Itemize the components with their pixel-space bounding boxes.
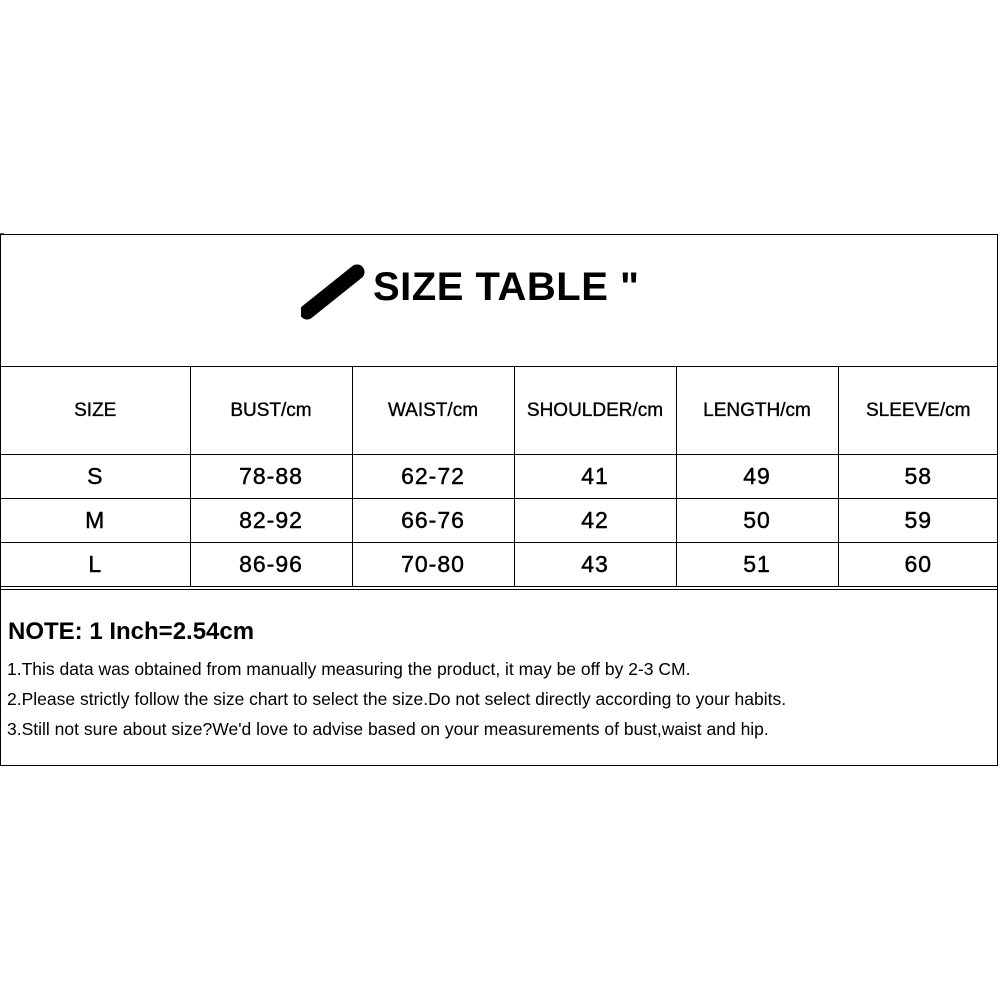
table-cell: 43 (514, 543, 676, 587)
table-cell: 58 (838, 455, 998, 499)
note-line: 2.Please strictly follow the size chart to select the size.Do not select directly according to your habits. (7, 689, 787, 709)
table-row (1, 499, 998, 543)
table-cell: M (1, 499, 190, 543)
table-cell: 66-76 (352, 499, 514, 543)
table-cell: 60 (838, 543, 998, 587)
table-cell: 59 (838, 499, 998, 543)
page-title: SIZE TABLE " (373, 265, 640, 309)
table-row (1, 543, 998, 587)
notes-section (1, 589, 997, 765)
note-line: 1.This data was obtained from manually measuring the product, it may be off by 2-3 CM. (7, 659, 691, 679)
table-cell: 82-92 (190, 499, 352, 543)
title-area (1, 235, 997, 367)
note-title: NOTE: 1 Inch=2.54cm (8, 618, 255, 645)
column-header-bust: BUST/cm (190, 367, 352, 455)
column-header-length: LENGTH/cm (676, 367, 838, 455)
table-cell: 41 (514, 455, 676, 499)
table-cell: 42 (514, 499, 676, 543)
column-header-sleeve: SLEEVE/cm (838, 367, 998, 455)
size-chart (0, 234, 998, 766)
table-cell: 70-80 (352, 543, 514, 587)
note-line: 3.Still not sure about size?We'd love to advise based on your measurements of bust,waist and hip. (7, 719, 769, 739)
column-header-size: SIZE (1, 367, 190, 455)
table-row (1, 455, 998, 499)
table-cell: 78-88 (190, 455, 352, 499)
size-table (1, 367, 998, 587)
column-header-waist: WAIST/cm (352, 367, 514, 455)
table-cell: 86-96 (190, 543, 352, 587)
table-cell: 51 (676, 543, 838, 587)
table-cell: 62-72 (352, 455, 514, 499)
table-cell: S (1, 455, 190, 499)
slash-icon (301, 250, 365, 322)
column-header-shoulder: SHOULDER/cm (514, 367, 676, 455)
table-header-row (1, 367, 998, 455)
table-cell: 50 (676, 499, 838, 543)
table-cell: 49 (676, 455, 838, 499)
table-cell: L (1, 543, 190, 587)
